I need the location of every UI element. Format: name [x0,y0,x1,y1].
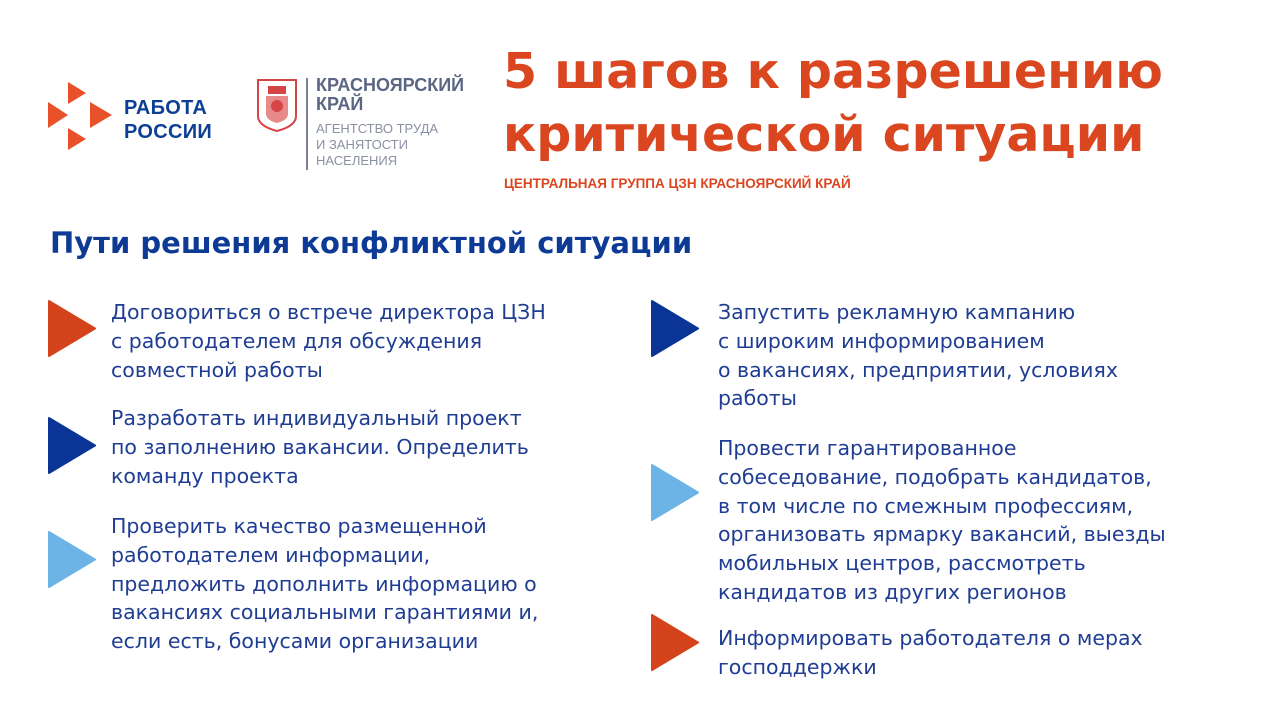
rabota-rossii-logo-icon [48,82,118,152]
list-item: Провести гарантированное собеседование, подобрать кандидатов, в том числе по смежным профессиям, организовать ярмарку вакансий, выезды мобильных центров, рассмотреть кандидатов из других регионов [718,436,1166,604]
slide-title: 5 шагов к разрешению критической ситуации [503,43,1163,163]
rabota-rossii-logo-text: РАБОТА РОССИИ [124,97,213,143]
section-heading: Пути решения конфликтной ситуации [50,226,693,260]
region-name: КРАСНОЯРСКИЙ КРАЙ [316,75,465,114]
bullet-triangle-icon [48,417,96,474]
bullet-triangle-icon [48,531,96,588]
list-item: Информировать работодателя о мерах господдержки [718,626,1143,679]
bullet-triangle-icon [48,300,96,357]
list-item: Проверить качество размещенной работодателем информации, предложить дополнить информацию о вакансиях социальными гарантиями и, если есть, бонусами организации [111,514,539,654]
agency-name: АГЕНТСТВО ТРУДА И ЗАНЯТОСТИ НАСЕЛЕНИЯ [316,121,439,168]
list-item: Запустить рекламную кампанию с широким информированием о вакансиях, предприятии, условиях работы [718,300,1118,411]
bullet-triangle-icon [651,464,699,521]
list-item: Разработать индивидуальный проект по заполнению вакансии. Определить команду проекта [111,406,529,488]
list-item: Договориться о встрече директора ЦЗН с работодателем для обсуждения совместной работы [111,300,546,382]
logo-divider [306,78,308,170]
slide-subtitle: ЦЕНТРАЛЬНАЯ ГРУППА ЦЗН КРАСНОЯРСКИЙ КРАЙ [504,176,851,191]
bullet-triangle-icon [651,614,699,671]
krasnoyarsk-crest-icon [256,78,298,132]
bullet-triangle-icon [651,300,699,357]
